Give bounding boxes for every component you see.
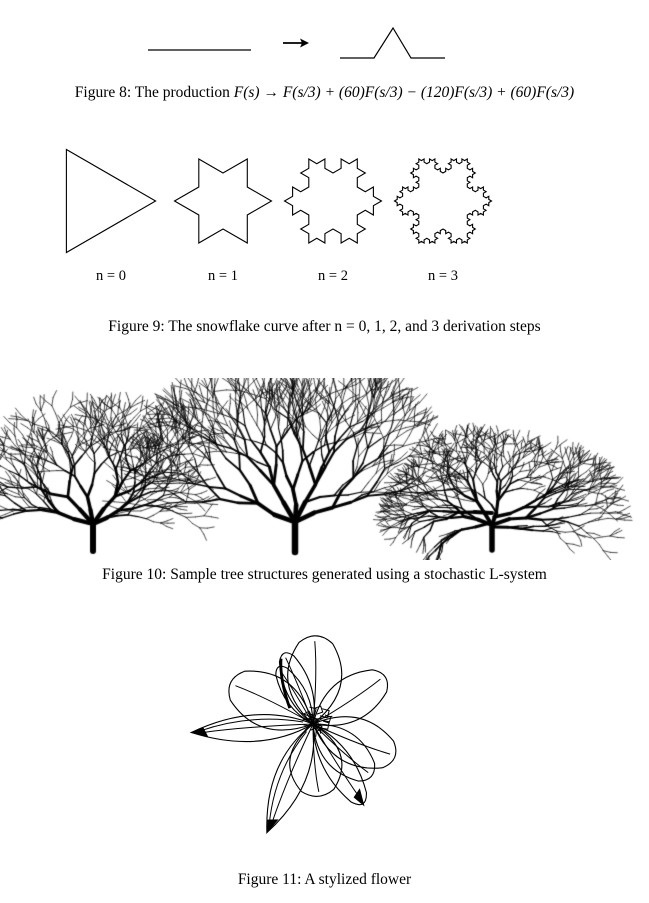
snowflake-curves <box>30 140 620 268</box>
flower-petal-1 <box>270 648 325 729</box>
flower-petal-6 <box>301 716 376 813</box>
snowflake-n2 <box>285 159 382 243</box>
snowflake-n3 <box>395 159 492 243</box>
stochastic-trees <box>0 378 649 560</box>
snowflake-n0 <box>66 150 155 253</box>
figure-8-caption <box>0 84 649 102</box>
snowflake-n1 <box>175 159 272 243</box>
arrow-icon <box>283 39 309 48</box>
generator-polyline <box>340 28 445 58</box>
koch-production-diagram <box>120 22 490 74</box>
figure-10-caption: Figure 10: Sample tree structures generated using a stochastic L-system <box>102 566 547 583</box>
n-label-1: n = 1 <box>208 268 238 284</box>
figure-11-caption: Figure 11: A stylized flower <box>237 871 412 888</box>
n-label-0: n = 0 <box>96 268 126 284</box>
figure-9-caption: Figure 9: The snowflake curve after n = 0, 1, 2, and 3 derivation steps <box>108 318 541 335</box>
figure-8-caption-text: Figure 8: The production <box>74 84 234 101</box>
n-label-2: n = 2 <box>318 268 348 284</box>
flower-petal-4 <box>304 703 403 779</box>
n-label-3: n = 3 <box>428 268 458 284</box>
figure-8-formula: F(s) → F(s/3) + (60)F(s/3) − (120)F(s/3) + (60)F(s/3) <box>233 84 575 101</box>
stylized-flower <box>140 600 510 862</box>
flower-petal-10 <box>219 659 325 747</box>
